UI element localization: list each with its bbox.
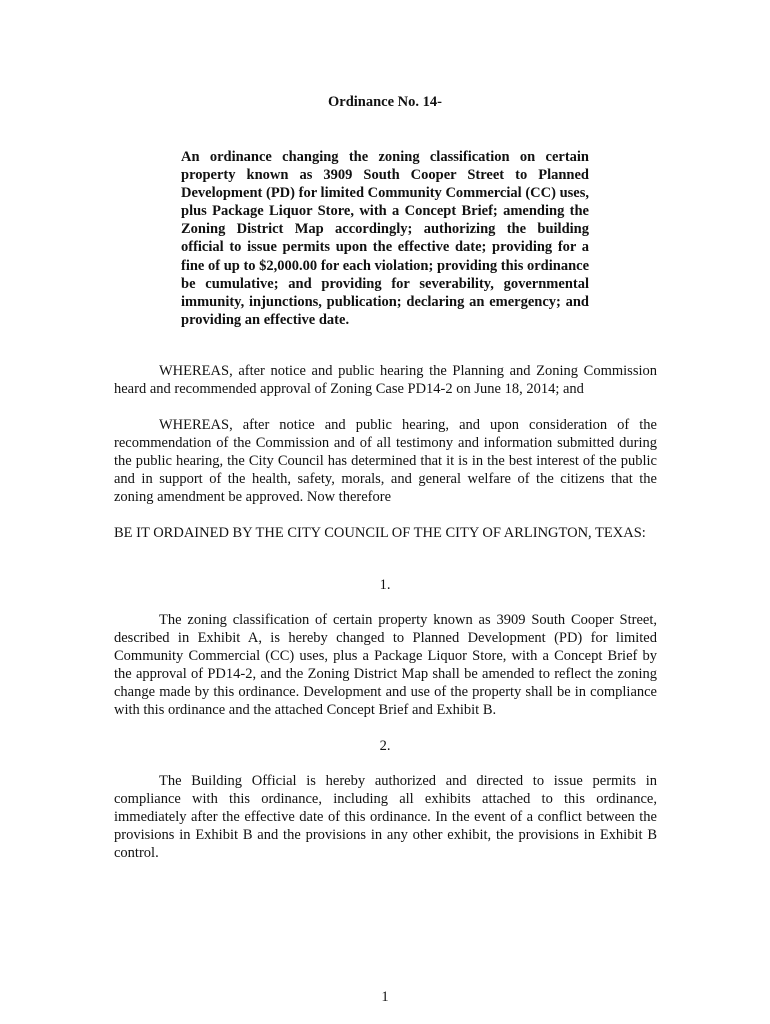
section-number-2: 2.	[379, 738, 391, 754]
whereas-paragraph-2: WHEREAS, after notice and public hearing, and upon consideration of the recommendation of the Commission and of all testimony and information submitted during the public hearing, the City Council has determined that it is in the best interest of the public and in support of the health, safety, morals, and general welfare of the citizens that the zoning amendment be approved. Now therefore	[114, 417, 657, 506]
ordained-clause: BE IT ORDAINED BY THE CITY COUNCIL OF THE CITY OF ARLINGTON, TEXAS:	[114, 525, 646, 541]
section-number-1: 1.	[379, 577, 391, 593]
ordinance-title: Ordinance No. 14-	[328, 94, 442, 110]
section-text-2: The Building Official is hereby authorized and directed to issue permits in compliance with this ordinance, including all exhibits attached to this ordinance, immediately after the effective date of this ordinance. In the event of a conflict between the provisions in Exhibit B and the provisions in any other exhibit, the provisions in Exhibit B control.	[114, 773, 657, 862]
whereas-paragraph-1: WHEREAS, after notice and public hearing the Planning and Zoning Commission heard and recommended approval of Zoning Case PD14-2 on June 18, 2014; and	[114, 363, 657, 398]
page-number: 1	[381, 989, 389, 1005]
ordinance-abstract: An ordinance changing the zoning classification on certain property known as 3909 South Cooper Street to Planned Development (PD) for limited Community Commercial (CC) uses, plus Package Liquor Store, with a Concept Brief; amending the Zoning District Map accordingly; authorizing the building official to issue permits upon the effective date; providing for a fine of up to $2,000.00 for each violation; providing this ordinance be cumulative; and providing for severability, governmental immunity, injunctions, publication; declaring an emergency; and providing an effective date.	[181, 149, 589, 328]
section-text-1: The zoning classification of certain property known as 3909 South Cooper Street, described in Exhibit A, is hereby changed to Planned Development (PD) for limited Community Commercial (CC) uses, plus a Package Liquor Store, with a Concept Brief by the approval of PD14-2, and the Zoning District Map shall be amended to reflect the zoning change made by this ordinance. Development and use of the property shall be in compliance with this ordinance and the attached Concept Brief and Exhibit B.	[114, 612, 657, 719]
